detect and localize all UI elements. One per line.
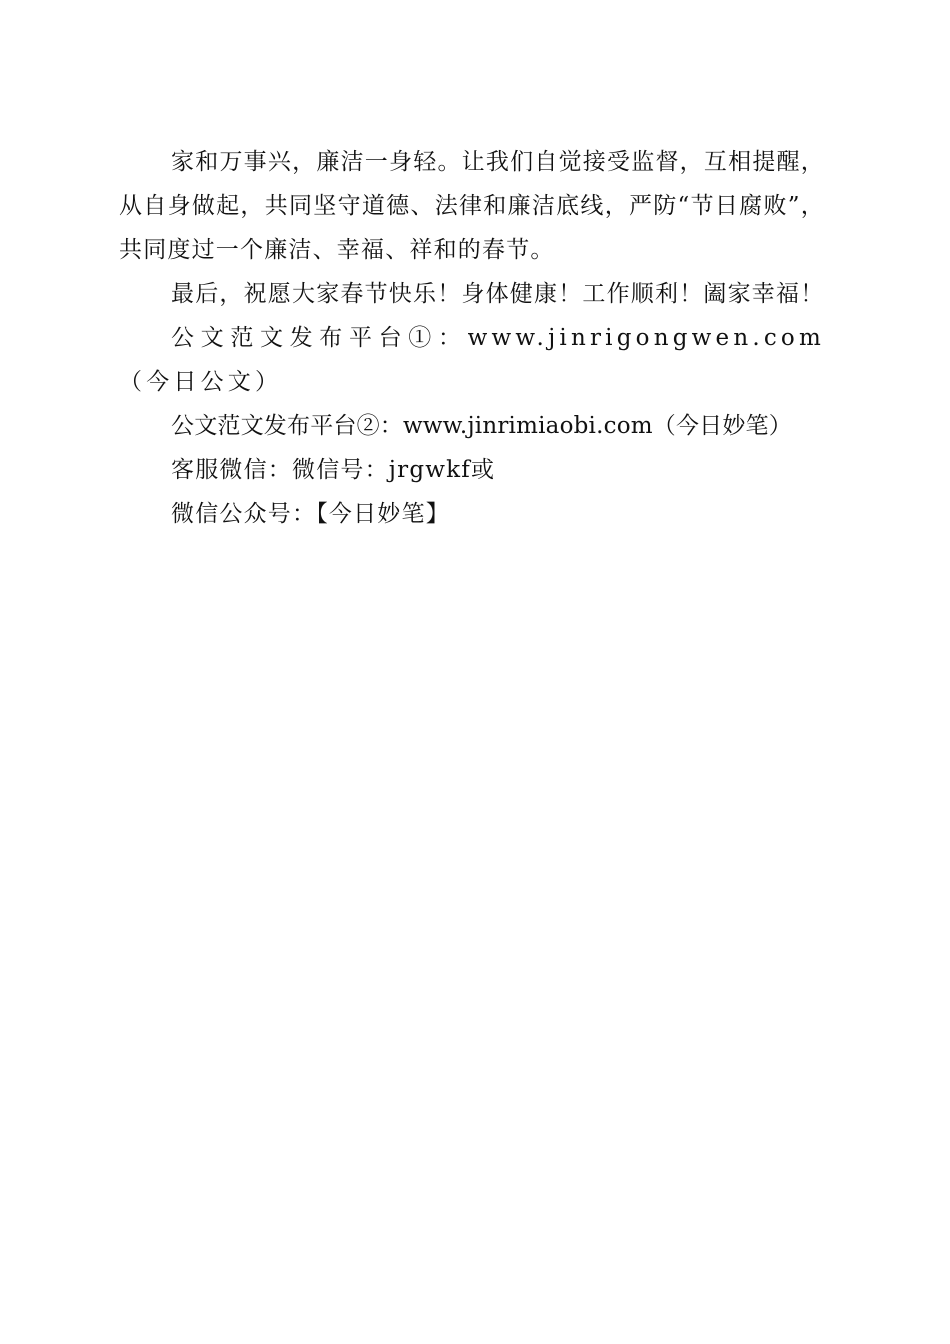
platform-1-line: 公文范文发布平台①：www.jinrigongwen.com（今日公文）	[119, 325, 825, 395]
service-wechat-line: 客服微信：微信号：jrgwkf或	[171, 457, 496, 483]
greeting-paragraph: 最后，祝愿大家春节快乐！身体健康！工作顺利！阖家幸福！	[171, 281, 825, 307]
document-body	[119, 140, 825, 536]
platform-2-line: 公文范文发布平台②：www.jinrimiaobi.com（今日妙笔）	[171, 413, 792, 439]
wechat-official-account-line: 微信公众号：【今日妙笔】	[171, 501, 450, 527]
closing-paragraph: 家和万事兴，廉洁一身轻。让我们自觉接受监督，互相提醒，从自身做起，共同坚守道德、法律和廉洁底线，严防“节日腐败”，共同度过一个廉洁、幸福、祥和的春节。	[119, 149, 825, 263]
